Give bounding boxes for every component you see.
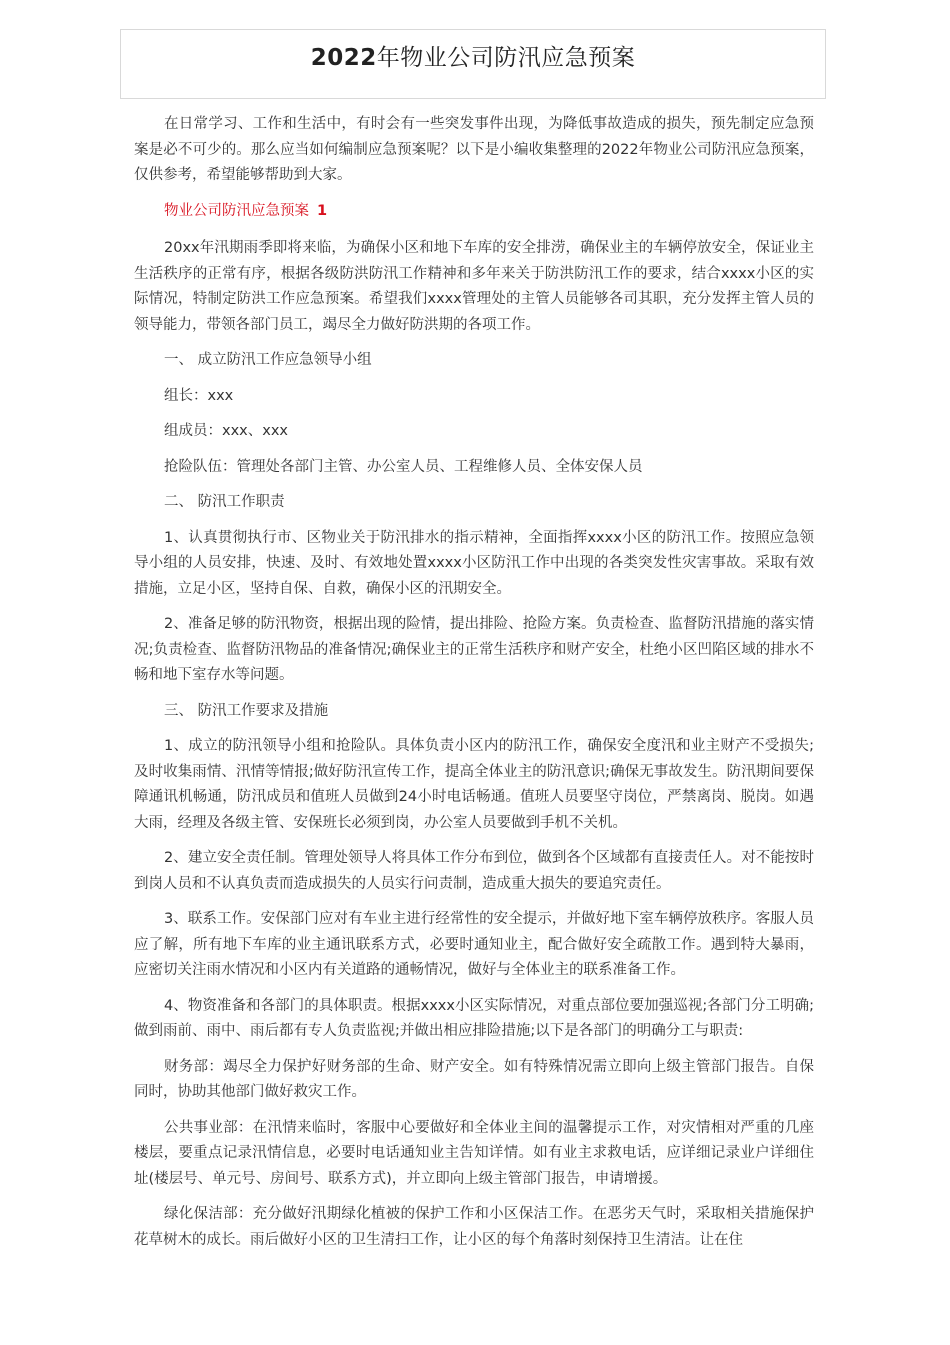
body-paragraph: 1、成立的防汛领导小组和抢险队。具体负责小区内的防汛工作，确保安全度汛和业主财产不受损失;及时收集雨情、汛情等情报;做好防汛宣传工作，提高全体业主的防汛意识;确保无事故发生。防汛期间要保障通讯机畅通，防汛成员和值班人员做到24小时电话畅通。值班人员要坚守岗位，严禁离岗、脱岗。如遇大雨，经理及各级主管、安保班长必须到岗，办公室人员要做到手机不关机。	[134, 738, 814, 831]
body-paragraph: 20xx年汛期雨季即将来临，为确保小区和地下车库的安全排涝，确保业主的车辆停放安全，保证业主生活秩序的正常有序，根据各级防洪防汛工作精神和多年来关于防洪防汛工作的要求，结合xxxx小区的实际情况，特制定防洪工作应急预案。希望我们xxxx管理处的主管人员能够各司其职，充分发挥主管人员的领导能力，带领各部门员工，竭尽全力做好防洪期的各项工作。	[134, 240, 814, 333]
body-paragraph: 2、准备足够的防汛物资，根据出现的险情，提出排险、抢险方案。负责检查、监督防汛措施的落实情况;负责检查、监督防汛物品的准备情况;确保业主的正常生活秩序和财产安全，杜绝小区凹陷区域的排水不畅和地下室存水等问题。	[134, 616, 814, 683]
body-paragraph: 4、物资准备和各部门的具体职责。根据xxxx小区实际情况，对重点部位要加强巡视;各部门分工明确;做到雨前、雨中、雨后都有专人负责监视;并做出相应排险措施;以下是各部门的明确分工与职责:	[134, 997, 814, 1039]
section-heading-text: 物业公司防汛应急预案	[164, 202, 309, 219]
page-title-year: 2022	[310, 44, 377, 71]
page-title-text: 年物业公司防汛应急预案	[376, 44, 636, 71]
body-paragraph: 财务部：竭尽全力保护好财务部的生命、财产安全。如有特殊情况需立即向上级主管部门报告。自保同时，协助其他部门做好救灾工作。	[134, 1058, 814, 1100]
body-paragraph: 公共事业部：在汛情来临时，客服中心要做好和全体业主间的温馨提示工作，对灾情相对严重的几座楼层，要重点记录汛情信息，必要时电话通知业主告知详情。如有业主求救电话，应详细记录业户详细住址(楼层号、单元号、房间号、联系方式)，并立即向上级主管部门报告，申请增援。	[134, 1119, 814, 1187]
intro-paragraph: 在日常学习、工作和生活中，有时会有一些突发事件出现，为降低事故造成的损失，预先制定应急预案是必不可少的。那么应当如何编制应急预案呢？以下是小编收集整理的2022年物业公司防汛应急预案，仅供参考，希望能够帮助到大家。	[134, 116, 814, 183]
body-paragraph: 三、 防汛工作要求及措施	[164, 702, 329, 719]
title-box	[120, 29, 826, 99]
body-paragraph: 2、建立安全责任制。管理处领导人将具体工作分布到位，做到各个区域都有直接责任人。对不能按时到岗人员和不认真负责而造成损失的人员实行问责制，造成重大损失的要追究责任。	[134, 850, 814, 892]
section-heading-number: 1	[317, 202, 328, 219]
body-paragraph: 一、 成立防汛工作应急领导小组	[164, 352, 372, 368]
body-paragraph: 二、 防汛工作职责	[164, 494, 285, 510]
body-paragraph: 3、联系工作。安保部门应对有车业主进行经常性的安全提示，并做好地下室车辆停放秩序。客服人员应了解，所有地下车库的业主通讯联系方式，必要时通知业主，配合做好安全疏散工作。遇到特大暴雨，应密切关注雨水情况和小区内有关道路的通畅情况，做好与全体业主的联系准备工作。	[134, 911, 814, 978]
body-paragraph: 组长：xxx	[164, 387, 234, 404]
document-body	[134, 112, 814, 1263]
page-title	[311, 39, 636, 72]
body-paragraph: 抢险队伍：管理处各部门主管、办公室人员、工程维修人员、全体安保人员	[164, 458, 643, 475]
body-paragraph: 绿化保洁部：充分做好汛期绿化植被的保护工作和小区保洁工作。在恶劣天气时，采取相关措施保护花草树木的成长。雨后做好小区的卫生清扫工作，让小区的每个角落时刻保持卫生清洁。让在住	[134, 1206, 814, 1248]
body-paragraph: 1、认真贯彻执行市、区物业关于防汛排水的指示精神，全面指挥xxxx小区的防汛工作。按照应急领导小组的人员安排，快速、及时、有效地处置xxxx小区防汛工作中出现的各类突发性灾害事故。采取有效措施，立足小区，坚持自保、自救，确保小区的汛期安全。	[134, 529, 814, 597]
section-heading	[134, 199, 814, 225]
body-paragraph: 组成员：xxx、xxx	[164, 423, 288, 439]
